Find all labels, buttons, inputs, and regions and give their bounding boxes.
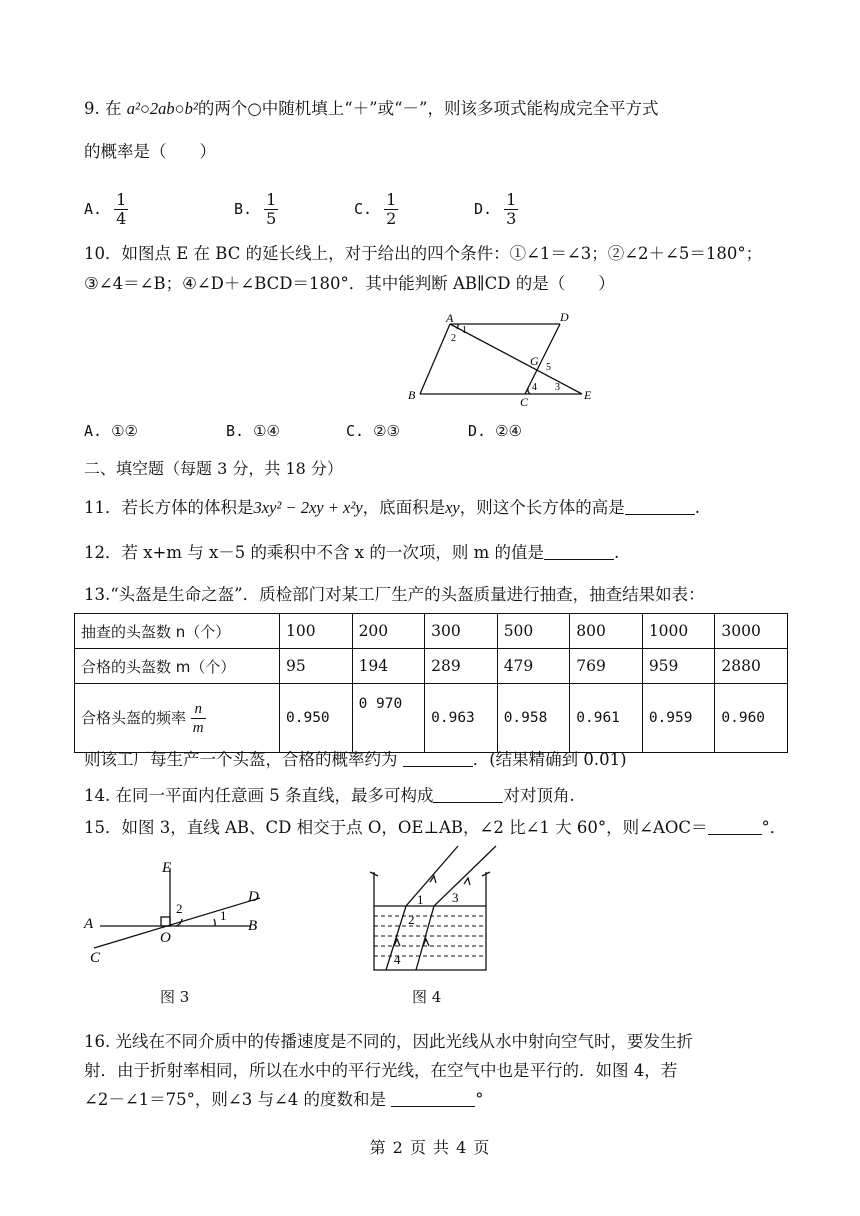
figure-3	[80, 856, 280, 976]
label-o: O	[160, 930, 171, 946]
q12-line: 12．若 x+m 与 x－5 的乘积中不含 x 的一次项，则 m 的值是 .	[84, 543, 620, 562]
fraction: $\frac{n}{m}$	[192, 700, 204, 736]
q11-answer-blank[interactable]	[625, 498, 695, 515]
table-cell: 95	[280, 649, 353, 684]
table-cell: 2880	[715, 649, 788, 684]
table-cell: 0.958	[497, 684, 570, 753]
q9-expression: a²○2ab○b²	[126, 99, 198, 118]
q10-option-b[interactable]: B. ①④	[226, 422, 280, 440]
page-footer: 第 2 页 共 4 页	[369, 1138, 491, 1157]
q9-option-d[interactable]: D. $\frac{1}{3}$	[474, 189, 517, 228]
q13-answer-blank[interactable]	[403, 750, 473, 767]
table-cell: 100	[280, 614, 353, 649]
segment-ae	[450, 324, 582, 394]
label-d: D	[248, 889, 259, 905]
angle-3-label: 3	[452, 890, 459, 905]
label-e: E	[584, 388, 592, 402]
section-heading-fill-in: 二、填空题（每题 3 分，共 18 分）	[84, 459, 343, 478]
segment-ab	[420, 324, 450, 394]
label-a: A	[446, 311, 454, 325]
table-cell: 0.950	[280, 684, 353, 753]
label-b: B	[248, 918, 258, 934]
table-cell: 500	[497, 614, 570, 649]
table-cell: 300	[425, 614, 498, 649]
q16-line3: ∠2－∠1＝75°，则∠3 与∠4 的度数和是 °	[84, 1090, 484, 1109]
figure-3-caption: 图 3	[160, 988, 190, 1006]
q12-answer-blank[interactable]	[544, 543, 614, 560]
table-row	[75, 684, 788, 753]
table-cell: 959	[642, 649, 715, 684]
angle-4-label: 4	[532, 382, 537, 393]
q10-figure	[400, 308, 600, 408]
angle-2-label: 2	[451, 333, 456, 344]
q10-option-d[interactable]: D. ②④	[468, 422, 522, 440]
table-cell: 0 970	[352, 684, 425, 753]
table-cell: 289	[425, 649, 498, 684]
row-header-qualified: 合格的头盔数 m（个）	[75, 649, 280, 684]
q9-line1	[84, 97, 780, 121]
label-c: C	[90, 950, 101, 966]
q16-line1: 16. 光线在不同介质中的传播速度是不同的，因此光线从水中射向空气时，要发生折	[84, 1032, 693, 1051]
figure-4	[368, 842, 498, 974]
angle-1-label: 1	[417, 892, 424, 907]
q15-line: 15．如图 3，直线 AB、CD 相交于点 O，OE⊥AB，∠2 比∠1 大 60°，则∠AOC＝ °．	[84, 818, 787, 837]
q15-answer-blank[interactable]	[708, 818, 762, 835]
angle-3-label: 3	[555, 382, 560, 393]
row-header-sampled: 抽查的头盔数 n（个）	[75, 614, 280, 649]
fraction: $\frac{1}{3}$	[506, 189, 517, 228]
q16-line2: 射．由于折射率相同，所以在水中的平行光线，在空气中也是平行的．如图 4，若	[84, 1061, 678, 1080]
table-cell: 0.961	[570, 684, 643, 753]
q11-line: 11．若长方体的体积是3xy² − 2xy + x²y，底面积是xy，则这个长方体的高是 .	[84, 498, 701, 517]
table-row	[75, 614, 788, 649]
q14-line: 14. 在同一平面内任意画 5 条直线，最多可构成 对对顶角.	[84, 786, 575, 805]
angle-1-label: 1	[220, 908, 227, 923]
table-cell: 3000	[715, 614, 788, 649]
q16-answer-blank[interactable]	[391, 1090, 475, 1107]
q11-volume-expression: 3xy² − 2xy + x²y	[253, 498, 363, 517]
table-cell: 479	[497, 649, 570, 684]
q9-option-c[interactable]: C. $\frac{1}{2}$	[354, 189, 397, 228]
label-c: C	[520, 395, 529, 408]
q9-line2: 的概率是（ ）	[84, 142, 216, 161]
q13-intro: 13.“头盔是生命之盔”．质检部门对某工厂生产的头盔质量进行抽查，抽查结果如表：	[84, 585, 705, 604]
q10-option-a[interactable]: A. ①②	[84, 422, 138, 440]
table-cell: 0.959	[642, 684, 715, 753]
angle-5-label: 5	[546, 362, 551, 373]
label-g: G	[530, 354, 539, 368]
q14-answer-blank[interactable]	[433, 786, 503, 803]
q13-table	[74, 613, 788, 753]
q9-option-a[interactable]: A. $\frac{1}{4}$	[84, 189, 127, 228]
table-cell: 769	[570, 649, 643, 684]
label-a: A	[84, 916, 94, 932]
table-cell: 1000	[642, 614, 715, 649]
q9-number: 9.	[84, 99, 100, 118]
q10-line1: 10．如图点 E 在 BC 的延长线上，对于给出的四个条件：①∠1＝∠3；②∠2＋∠5＝180°；	[84, 244, 763, 263]
table-cell: 0.963	[425, 684, 498, 753]
label-d: D	[560, 310, 569, 324]
fraction: $\frac{1}{5}$	[266, 189, 277, 228]
fraction: $\frac{1}{2}$	[386, 189, 397, 228]
table-cell: 0.960	[715, 684, 788, 753]
table-cell: 800	[570, 614, 643, 649]
q11-base-expression: xy	[445, 498, 460, 517]
fraction: $\frac{1}{4}$	[116, 189, 127, 228]
right-angle-mark	[161, 917, 170, 926]
table-cell: 194	[352, 649, 425, 684]
row-header-frequency: 合格头盔的频率 $\frac{n}{m}$	[75, 684, 280, 753]
q9-text-b: 的两个○中随机填上“＋”或“－”，则该多项式能构成完全平方式	[197, 99, 659, 118]
table-cell: 200	[352, 614, 425, 649]
label-b: B	[408, 388, 416, 402]
angle-2-label: 2	[408, 912, 415, 927]
q9-options	[84, 186, 784, 232]
label-e: E	[162, 860, 172, 876]
light-ray-2	[416, 846, 496, 970]
q10-option-c[interactable]: C. ②③	[346, 422, 400, 440]
q10-line2: ③∠4＝∠B；④∠D＋∠BCD＝180°．其中能判断 AB∥CD 的是（ ）	[84, 274, 615, 293]
q13-question: 则该工厂每生产一个头盔，合格的概率约为 ．(结果精确到 0.01)	[84, 750, 627, 769]
q9-option-b[interactable]: B. $\frac{1}{5}$	[234, 189, 277, 228]
figure-4-caption: 图 4	[412, 988, 442, 1006]
q9-text-a: 在	[105, 99, 122, 118]
angle-1-label: 1	[462, 325, 467, 336]
angle-2-label: 2	[176, 901, 183, 916]
table-row	[75, 649, 788, 684]
q10-options	[84, 422, 784, 446]
angle-4-label: 4	[394, 952, 401, 967]
